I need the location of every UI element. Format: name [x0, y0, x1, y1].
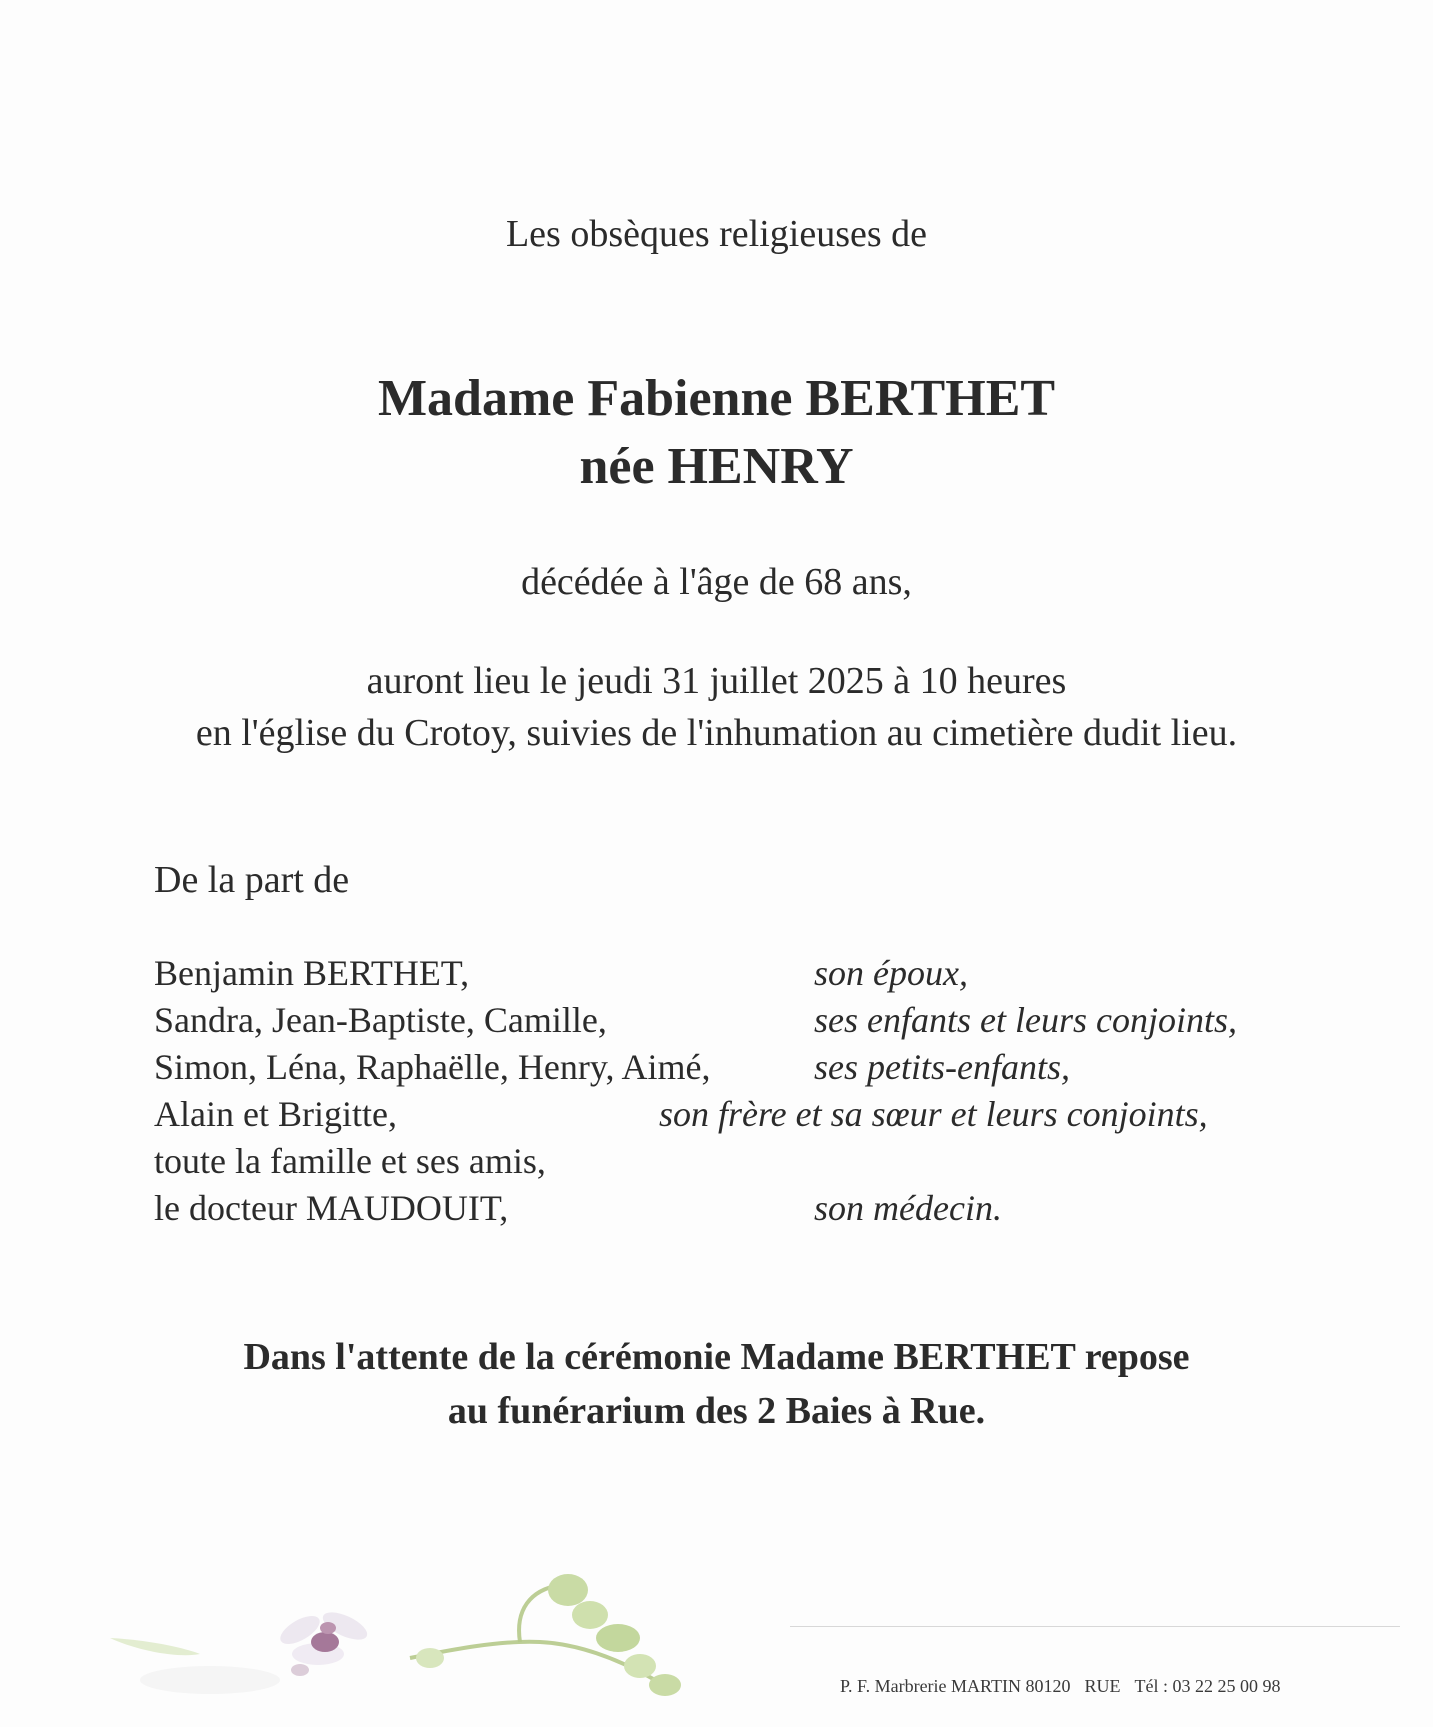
family-relation: son médecin. — [814, 1188, 1002, 1228]
footer-company: P. F. Marbrerie MARTIN 80120 — [840, 1676, 1071, 1696]
footer — [840, 1676, 1294, 1697]
family-row — [154, 1140, 1274, 1187]
ceremony-line2: en l'église du Crotoy, suivies de l'inhumation au cimetière dudit lieu. — [195, 712, 1238, 754]
family-member: toute la famille et ses amis, — [154, 1141, 546, 1181]
family-row — [154, 1187, 1274, 1234]
deceased-name-line2: née HENRY — [579, 438, 854, 495]
footer-phone: Tél : 03 22 25 00 98 — [1134, 1676, 1281, 1696]
closing-text — [0, 1330, 1433, 1438]
family-member: Simon, Léna, Raphaëlle, Henry, Aimé, — [154, 1047, 711, 1087]
family-member: Benjamin BERTHET, — [154, 953, 470, 993]
family-row — [154, 952, 1274, 999]
family-row — [154, 1093, 1274, 1140]
closing-line1: Dans l'attente de la cérémonie Madame BERTHET repose — [243, 1336, 1190, 1378]
family-list — [154, 952, 1274, 1234]
deceased-name — [0, 365, 1433, 501]
family-row — [154, 1046, 1274, 1093]
footer-divider — [790, 1626, 1400, 1627]
family-relation: ses enfants et leurs conjoints, — [814, 1000, 1237, 1040]
family-row — [154, 999, 1274, 1046]
family-member: Sandra, Jean-Baptiste, Camille, — [154, 1000, 607, 1040]
family-relation: son époux, — [814, 953, 968, 993]
ceremony-line1: auront lieu le jeudi 31 juillet 2025 à 10 heures — [366, 660, 1067, 702]
age-text: décédée à l'âge de 68 ans, — [521, 561, 912, 603]
family-relation: son frère et sa sœur et leurs conjoints, — [659, 1094, 1208, 1134]
from-label: De la part de — [154, 859, 350, 901]
family-member: le docteur MAUDOUIT, — [154, 1188, 509, 1228]
footer-town: RUE — [1084, 1676, 1121, 1696]
ceremony-details — [0, 655, 1433, 759]
intro-text: Les obsèques religieuses de — [505, 213, 928, 255]
closing-line2: au funérarium des 2 Baies à Rue. — [447, 1390, 986, 1432]
family-member: Alain et Brigitte, — [154, 1094, 397, 1134]
deceased-name-line1: Madame Fabienne BERTHET — [377, 370, 1056, 427]
orchid-branch-icon — [0, 1530, 760, 1727]
family-relation: ses petits-enfants, — [814, 1047, 1070, 1087]
